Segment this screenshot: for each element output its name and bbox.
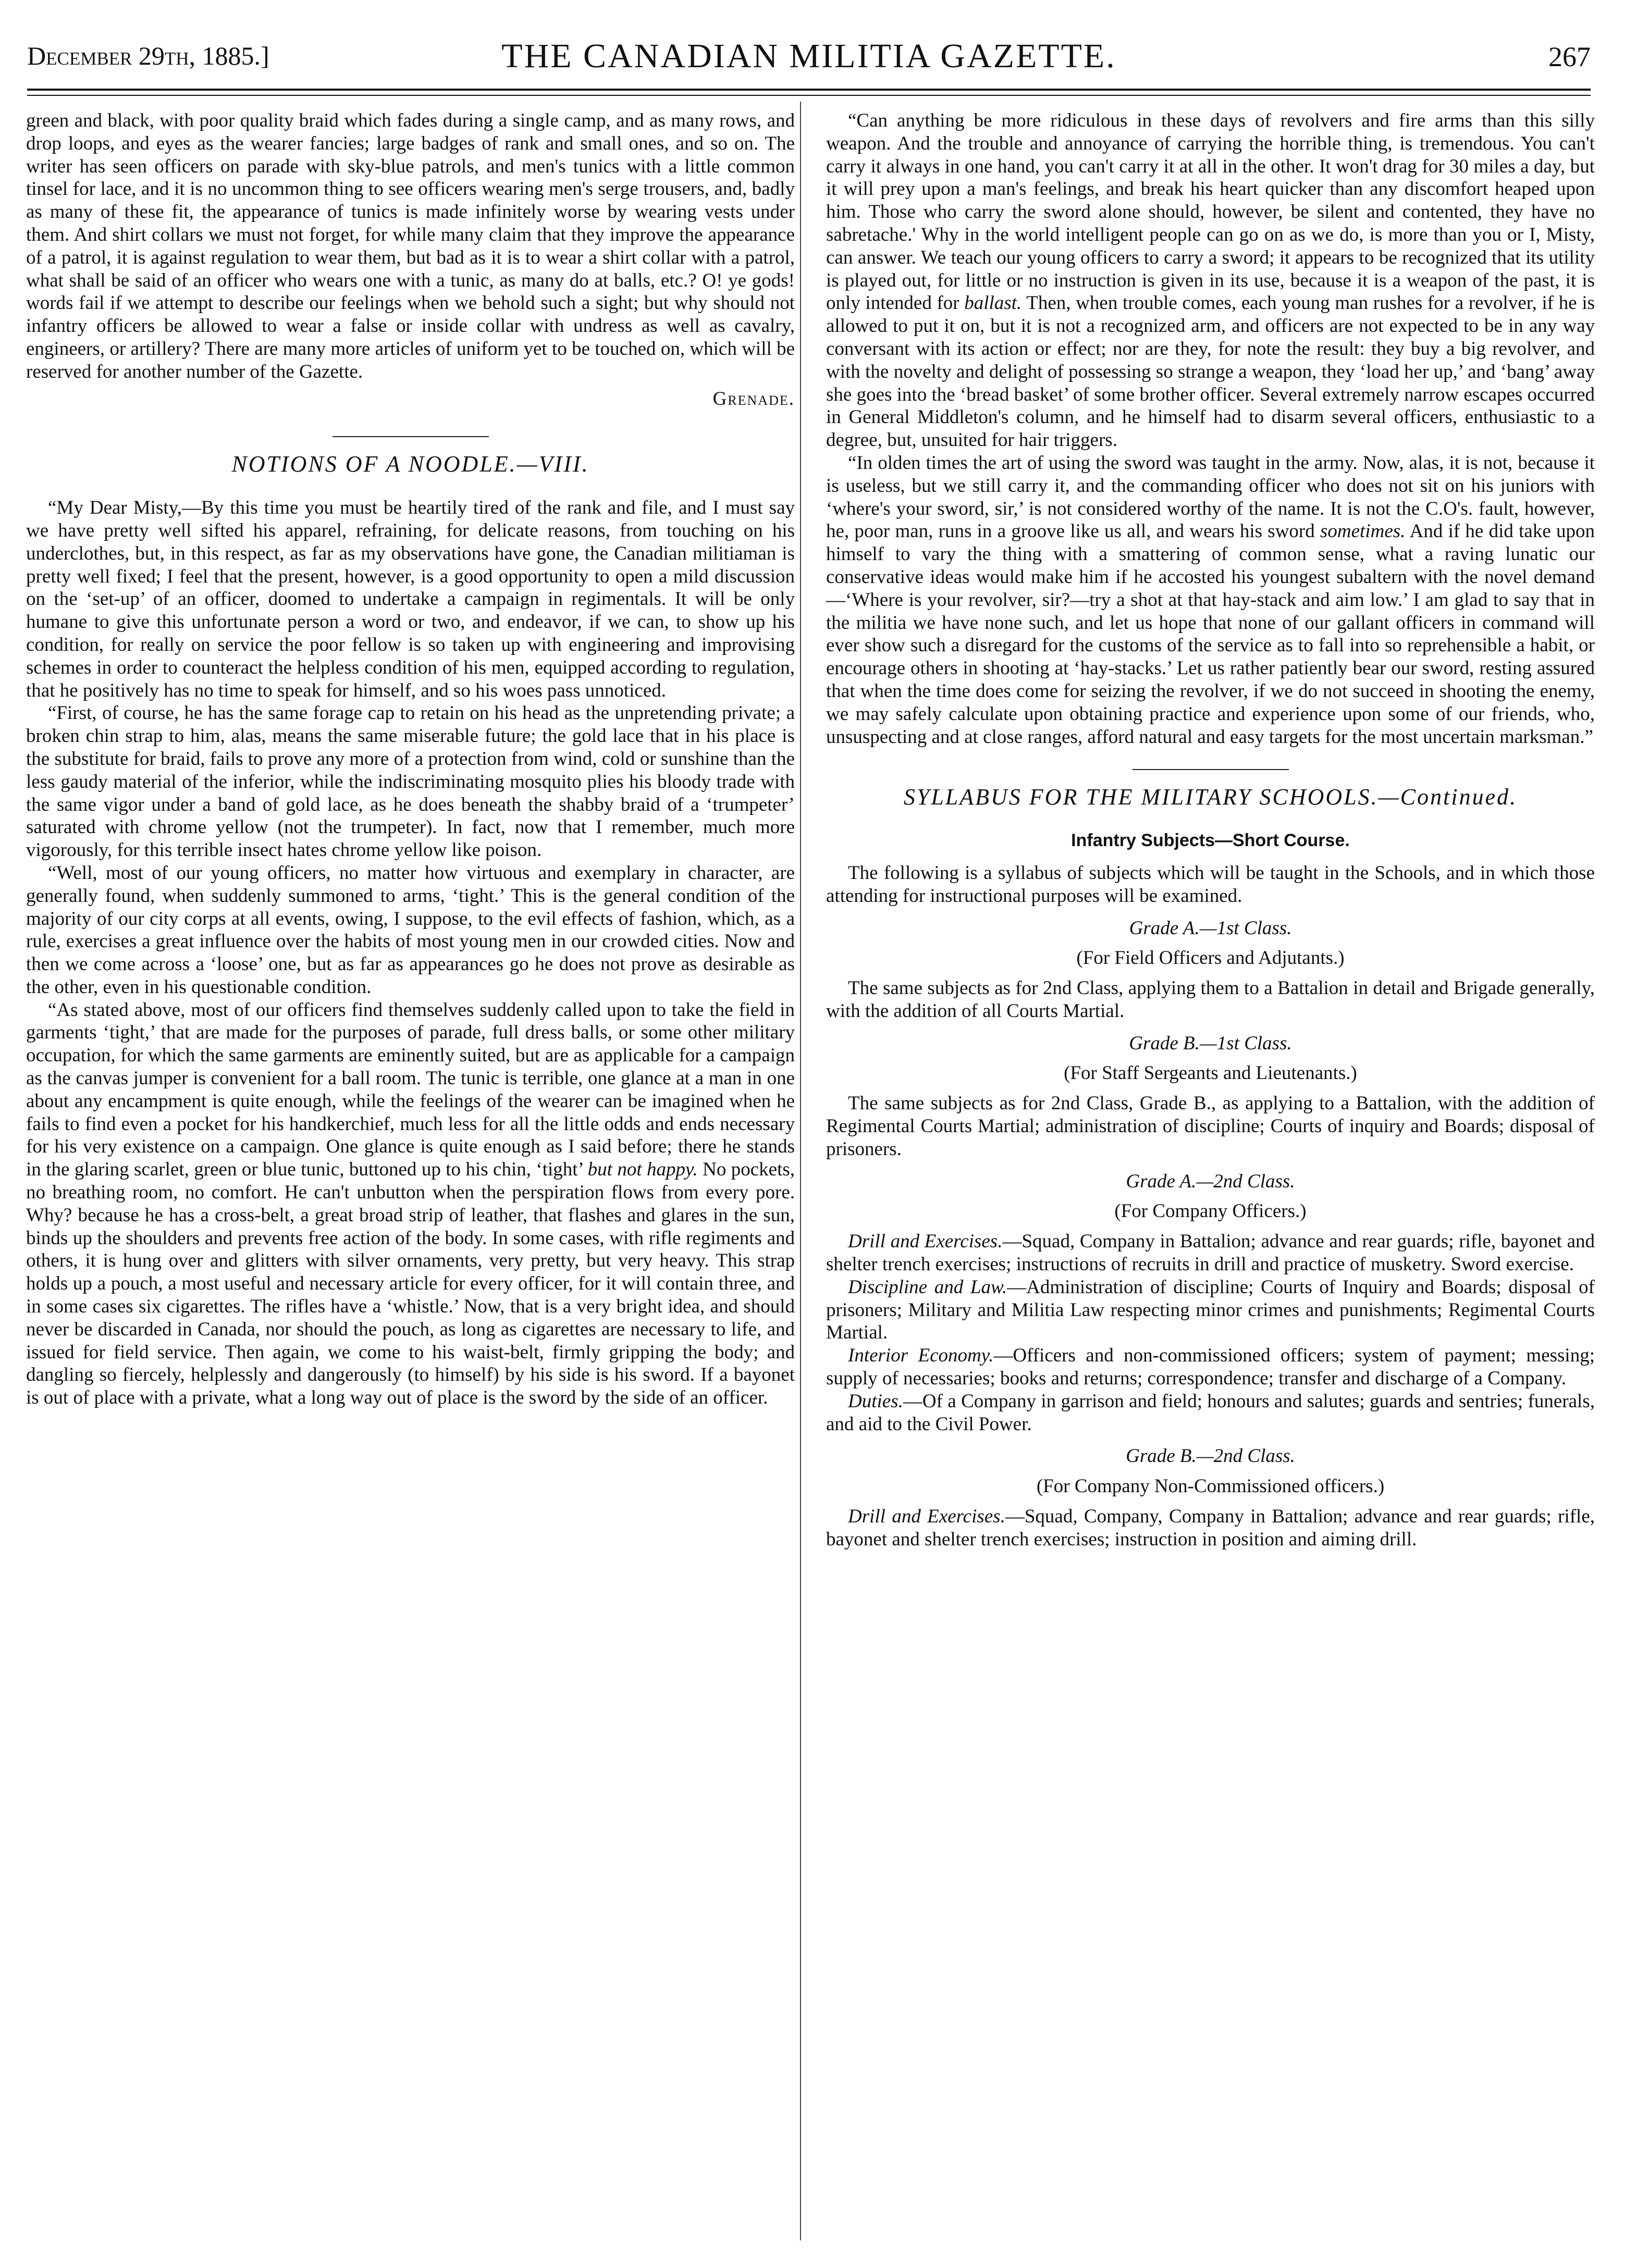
section-title-syllabus [826, 786, 1595, 809]
emphasis-text: ballast. [964, 292, 1022, 314]
paragraph: “My Dear Misty,—By this time you must be heartily tired of the rank and file, and I must say we have pretty well sifted his apparel, refraining, for delicate reasons, from touching on his underclothes, but, in this respect, as far as my observations have gone, the Canadian militiaman is pretty well fixed; I feel that the present, however, is a good opportunity to open a mild discussion on the ‘set-up’ of an officer, doomed to undertake a campaign in regimentals. It will be only humane to give this unfortunate person a word or two, and endeavor, if we can, to show up his condition, for really on service the poor fellow is so taken up with engineering and improvising schemes in order to counteract the helpless condition of his men, equipped according to regulation, that he positively has no time to speak for himself, and so his woes pass unnoticed. [26, 497, 795, 701]
subject-label: Discipline and Law. [848, 1276, 1007, 1298]
subject-item [826, 1276, 1595, 1344]
right-column [826, 109, 1595, 1551]
text-run: “In olden times the art of using the sword was taught in the army. Now, alas, it is not, because it is useless, but we still carry it, and the commanding officer who does not sit on his juniors with ‘where's your sword, sir,’ is not considered worthy of the name. It is not the C.O's. fault, however, he, poor man, runs in a groove like us all, and wears his sword [826, 452, 1595, 542]
emphasis-text: sometimes. [1320, 520, 1406, 542]
subject-text: —Officers and non-commissioned officers; system of payment; messing; supply of necessaries; books and returns; correspondence; transfer and discharge of a Company. [826, 1345, 1595, 1390]
subject-item [826, 1390, 1595, 1436]
syllabus-intro: The following is a syllabus of subjects which will be taught in the Schools, and in which those attending for instructional purposes will be examined. [826, 862, 1595, 907]
header-rule-thick [27, 89, 1591, 91]
signature: Grenade. [712, 388, 795, 410]
grade-audience: (For Company Non-Commissioned officers.) [1036, 1476, 1385, 1497]
text-run: “As stated above, most of our officers find themselves suddenly called upon to take the field in garments ‘tight,’ that are made for the purposes of parade, full dress balls, or some other military occupation, for which the same garments are eminently suited, but are as applicable for a campaign as the canvas jumper is convenient for a ball room. The tunic is terrible, one glance at a man in one about any encampment is quite enough, while the feelings of the wearer can be imagined when he fails to find even a pocket for his handkerchief, much less for all the little odds and ends necessary for his very existence on a campaign. One glance is quite enough as I said before; there he stands in the glaring scarlet, green or blue tunic, buttoned up to his chin, ‘tight’ [26, 999, 795, 1181]
masthead-title: THE CANADIAN MILITIA GAZETTE. [501, 37, 1116, 75]
column-divider [800, 102, 801, 2240]
page-header [27, 36, 1591, 78]
subject-item [826, 1344, 1595, 1390]
paragraph: “First, of course, he has the same forage cap to retain on his head as the unpretending private; a broken chin strap to him, alas, means the same miserable future; the gold lace that in his place is the substitute for braid, fails to prove any more of a protection from wind, cold or sunshine than the less gaudy material of the inferior, while the indiscriminating mosquito plies his bloody trade with the same vigor under a band of gold lace, as he does beneath the shabby braid of a ‘trumpeter’ saturated with chrome yellow (not the trumpeter). In fact, now that I remember, much more vigorously, for this terrible insect hates chrome yellow like poison. [26, 702, 795, 861]
subject-text: —Squad, Company, Company in Battalion; advance and rear guards; rifle, bayonet and shelter trench exercises; instruction in position and aiming drill. [826, 1506, 1595, 1550]
text-run: “Can anything be more ridiculous in these days of revolvers and fire arms than this silly weapon. And the trouble and annoyance of carrying the horrible thing, is tremendous. You can't carry it always in one hand, you can't carry it at all in the other. It won't drag for 30 miles a day, but it will prey upon a man's feelings, and break his heart quicker than any discomfort heaped upon him. Those who carry the sword alone should, however, be silent and contented, they have no sabretache.' Why in the world intelligent people can go on as we do, is more than you or I, Misty, can answer. We teach our young officers to carry a sword; it appears to be recognized that its utility is played out, for little or no instruction is given in its use, because it is a weapon of the past, it is only intended for [826, 110, 1595, 314]
section-separator [333, 436, 489, 437]
grade-audience: (For Staff Sergeants and Lieutenants.) [1064, 1062, 1357, 1084]
section-title-continued: Continued. [1400, 784, 1518, 810]
left-column [26, 109, 795, 1409]
section-title-notions: NOTIONS OF A NOODLE.—VIII. [231, 451, 589, 477]
emphasis-text: but not happy. [587, 1159, 698, 1181]
grade-audience: (For Company Officers.) [1114, 1200, 1307, 1222]
subject-label: Drill and Exercises. [848, 1231, 1003, 1253]
paragraph: “Well, most of our young officers, no matter how virtuous and exemplary in character, are generally found, when suddenly summoned to arms, ‘tight.’ This is the general condition of the majority of our city corps at all events, owing, I suppose, to the evil effects of fashion, which, as a rule, exercises a great influence over the habits of most young men in our crowded cities. Now and then we come across a ‘loose’ one, but as far as appearances go he does not prove as desirable as the other, even in his questionable condition. [26, 862, 795, 998]
subject-text: —Administration of discipline; Courts of Inquiry and Boards; disposal of prisoners; Military and Militia Law respecting minor crimes and punishments; Regimental Courts Martial. [826, 1276, 1595, 1344]
text-run: No pockets, no breathing room, no comfort. He can't unbutton when the perspiration flows from every pore. Why? because he has a cross-belt, a great broad strip of leather, that flashes and glares in the sun, binds up the shoulders and prevents free action of the body. In some cases, with rifle regiments and others, it is hung over and glitters with silver ornaments, very pretty, but very heavy. This strap holds up a pouch, a most useful and necessary article for every officer, for it will contain three, and in some cases six cigarettes. The rifles have a ‘whistle.’ Now, that is a very bright idea, and should never be discarded in Canada, nor should the pouch, as long as cigarettes are necessary to life, and issued for field service. Then again, we come to his waist-belt, firmly gripping the body; and dangling so fiercely, helplessly and dangerously (to himself) by his side is his sword. If a bayonet is out of place with a private, what a long way out of place is the sword by the side of an officer. [26, 1159, 795, 1409]
grade-text: The same subjects as for 2nd Class, applying them to a Battalion in detail and Brigade generally, with the addition of all Courts Martial. [826, 977, 1595, 1022]
header-rule-thin [27, 95, 1591, 96]
grade-text: The same subjects as for 2nd Class, Grade B., as applying to a Battalion, with the addition of Regimental Courts Martial; administration of discipline; Courts of inquiry and Boards; disposal of prisoners. [826, 1093, 1595, 1160]
subject-text: —Of a Company in garrison and field; honours and salutes; guards and sentries; funerals, and aid to the Civil Power. [826, 1390, 1595, 1435]
subject-item [826, 1230, 1595, 1276]
grade-heading: Grade A.—2nd Class. [1126, 1170, 1295, 1192]
grade-heading: Grade B.—2nd Class. [1126, 1445, 1295, 1467]
section-title-text: SYLLABUS FOR THE MILITARY SCHOOLS.— [903, 784, 1400, 810]
issue-date: December 29th, 1885.] [27, 41, 269, 70]
grade-heading: Grade B.—1st Class. [1129, 1032, 1292, 1054]
subject-label: Drill and Exercises. [848, 1506, 1005, 1528]
section-separator [1133, 769, 1289, 770]
subject-label: Interior Economy. [848, 1345, 994, 1367]
subject-label: Duties. [848, 1390, 903, 1412]
subheading: Infantry Subjects—Short Course. [1071, 831, 1350, 851]
paragraph [826, 109, 1595, 452]
grade-audience: (For Field Officers and Adjutants.) [1076, 947, 1345, 969]
grade-heading: Grade A.—1st Class. [1129, 917, 1292, 939]
paragraph-grenade-continued: green and black, with poor quality braid which fades during a single camp, and as many rows, and drop loops, and eyes as the wearer fancies; large badges of rank and small ones, and so on. The writer has seen officers on parade with sky-blue patrols, and men's tunics with a little common tinsel for lace, and it is no uncommon thing to see officers wearing men's serge trousers, and, badly as many of these fit, the appearance of tunics is made infinitely worse by wearing vests under them. And shirt collars we must not forget, for while many claim that they improve the appearance of a patrol, it is against regulation to wear them, but bad as it is to wear a shirt collar with a patrol, what shall be said of an officer who wears one with a tunic, as many do at balls, etc.? O! ye gods! words fail if we attempt to describe our feelings when we behold such a sight; but why should not infantry officers be allowed to wear a false or inside collar with undress as well as cavalry, engineers, or artillery? There are many more articles of uniform yet to be touched on, which will be reserved for another number of the Gazette. [26, 110, 795, 382]
subject-text: —Squad, Company in Battalion; advance and rear guards; rifle, bayonet and shelter trench exercises; instructions of recruits in drill and practice of musketry. Sword exercise. [826, 1231, 1595, 1275]
text-run: And if he did take upon himself to vary the thing with a smattering of common sense, what a raving lunatic our conservative ideas would make him if he accosted his youngest subaltern with the novel demand—‘Where is your revolver, sir?—try a shot at that hay-stack and aim low.’ I am glad to say that in the militia we have none such, and let us hope that none of our gallant officers in command will ever show such a disregard for the customs of the service as to fall into so reprehensible a habit, or encourage others in shooting at ‘hay-stacks.’ Let us rather patiently bear our sword, resting assured that when the time does come for seizing the revolver, if we do not succeed in shooting the enemy, we may safely calculate upon obtaining practice and experience upon some of our friends, who, unsuspecting and at close ranges, afford natural and easy targets for the most uncertain marksman.” [826, 520, 1595, 748]
paragraph [826, 452, 1595, 748]
page-number: 267 [1548, 41, 1591, 72]
subject-item [826, 1505, 1595, 1551]
text-run: Then, when trouble comes, each young man rushes for a revolver, if he is allowed to put it on, but it is not a recognized arm, and officers are not expected to be in any way conversant with its action or effect; nor are they, for note the result: they buy a big revolver, and with the novelty and delight of possessing so strange a weapon, they ‘load her up,’ and ‘bang’ away she goes into the ‘bread basket’ of some brother officer. Several extremely narrow escapes occurred in General Middleton's column, and he himself had to disarm several officers, enthusiastic to a degree, but, unsuited for hair triggers. [826, 292, 1595, 451]
paragraph [26, 999, 795, 1409]
